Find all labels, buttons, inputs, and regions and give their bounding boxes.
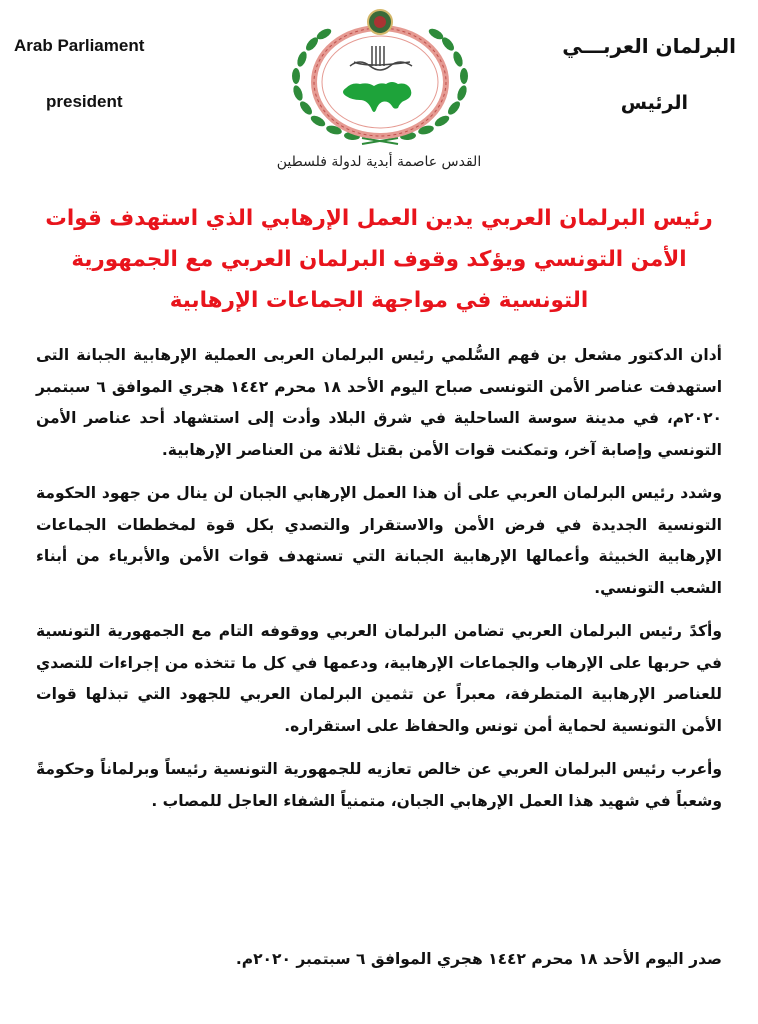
slogan: القدس عاصمة أبدية لدولة فلسطين xyxy=(276,154,482,170)
body-paragraph: وأعرب رئيس البرلمان العربي عن خالص تعازيه للجمهورية التونسية رئيساً وبرلماناً وحكومةً وشعباً في شهيد هذا العمل الإرهابي الجبان، متمنياً الشفاء العاجل للمصاب . xyxy=(36,760,722,810)
issue-date: صدر اليوم الأحد ١٨ محرم ١٤٤٢ هجري الموافق ٦ سبتمبر ٢٠٢٠م. xyxy=(235,950,722,968)
press-release-headline: رئيس البرلمان العربي يدين العمل الإرهابي الذي استهدف قوات الأمن التونسي ويؤكد وقوف البرلمان العربي مع الجمهورية التونسية في مواجهة الجماعات الإرهابية xyxy=(45,206,713,313)
body-paragraph: أدان الدكتور مشعل بن فهم السُّلمي رئيس البرلمان العربى العملية الإرهابية الجبانة التى استهدفت عناصر الأمن التونسى صباح اليوم الأحد ١٨ محرم ١٤٤٢ هجري الموافق ٦ سبتمبر ٢٠٢٠م، في مدينة سوسة الساحلية في شرق البلاد وأدت إلى استشهاد أحد عناصر الأمن التونسي وإصابة آخر، وتمكنت قوات الأمن بقتل ثلاثة من العناصر الإرهابية. xyxy=(36,346,723,459)
arab-parliament-emblem-icon xyxy=(282,4,478,152)
english-position-title: president xyxy=(46,92,123,111)
emblem-graphic xyxy=(282,4,478,152)
english-organization-name: Arab Parliament xyxy=(14,36,145,55)
arabic-position-title: الرئيس xyxy=(620,92,688,114)
body-paragraph: وشدد رئيس البرلمان العربي على أن هذا العمل الإرهابي الجبان لن ينال من جهود الحكومة التونسية الجديدة في فرض الأمن والاستقرار والتصدي بكل قوة لمخططات الجماعات الإرهابية الخبيثة وأعمالها الإرهابية الجبانة التي تستهدف قوات الأمن والأبرياء من أبناء الشعب التونسي. xyxy=(36,484,722,597)
arabic-organization-name: البرلمان العربـــي xyxy=(562,34,736,58)
body-paragraph: وأكدً رئيس البرلمان العربي تضامن البرلمان العربي ووقوفه التام مع الجمهورية التونسية في حربها على الإرهاب والجماعات الإرهابية، ودعمها في كل ما تتخذه من إجراءات للتصدي للعناصر الإرهابية المتطرفة، معبراً عن تثمين البرلمان العربي للجهود التي تبذلها قوات الأمن التونسية لحماية أمن تونس والحفاظ على استقراره. xyxy=(36,622,722,735)
press-release-body xyxy=(36,340,722,829)
